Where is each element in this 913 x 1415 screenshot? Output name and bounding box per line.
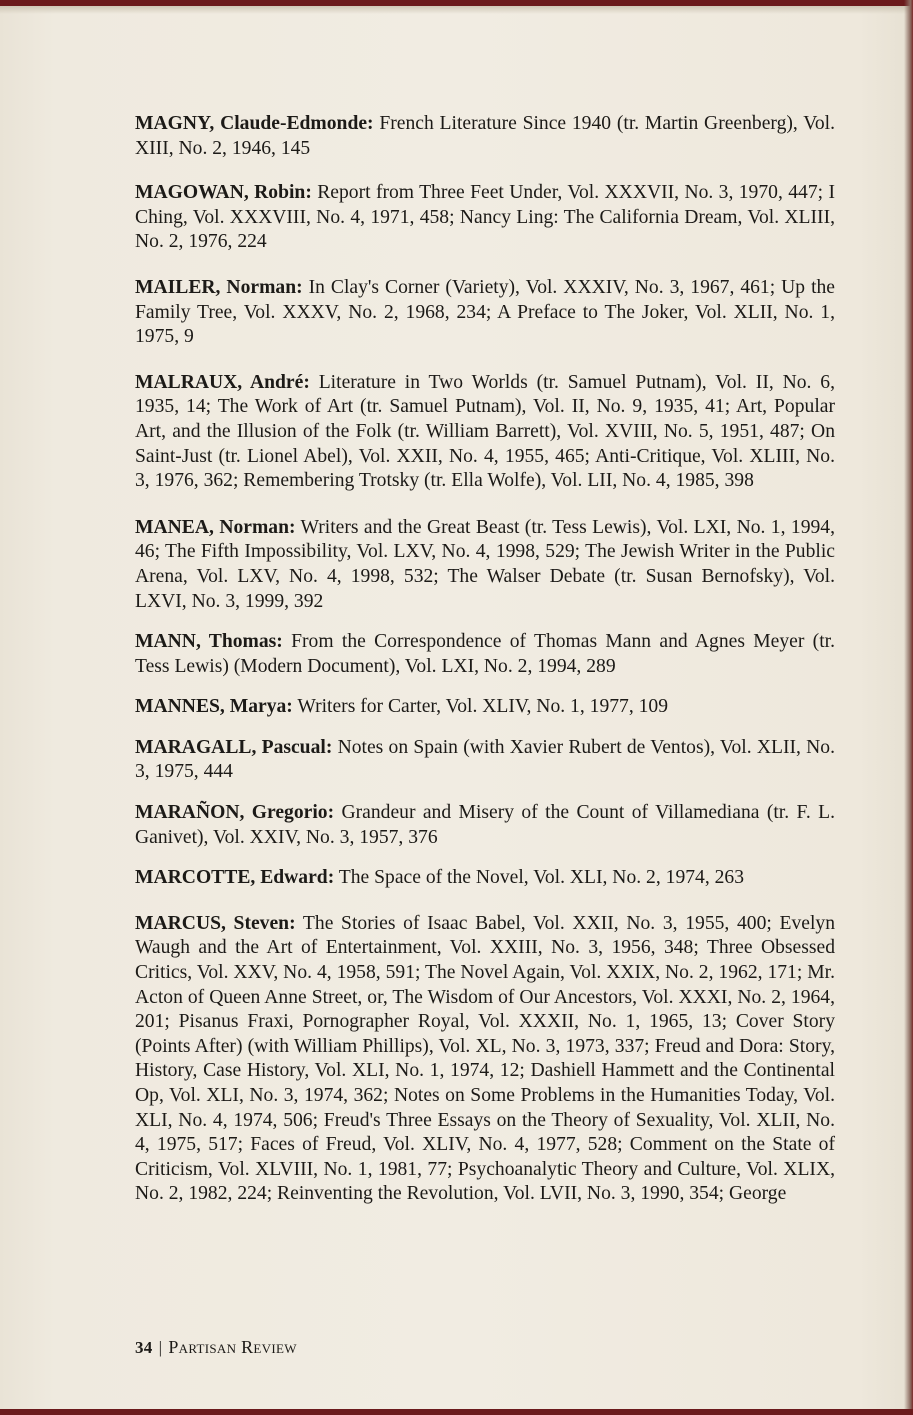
index-entry: [135, 516, 835, 614]
entry-text: In Clay's Corner (Variety), Vol. XXXIV, No. 3, 1967, 461; Up the Family Tree, Vol. XXXV, No. 2, 1968, 234; A Preface to The Joker, Vol. XLII, No. 1, 1975, 9: [135, 276, 836, 348]
index-entry: [135, 695, 835, 720]
entry-text: Writers and the Great Beast (tr. Tess Lewis), Vol. LXI, No. 1, 1994, 46; The Fifth Impossibility, Vol. LXV, No. 4, 1998, 529; The Jewish Writer in the Public Arena, Vol. LXV, No. 4, 1998, 532; The Walser Debate (tr. Susan Bernofsky), Vol. LXVI, No. 3, 1999, 392: [135, 516, 835, 612]
page-number: 34: [135, 1338, 153, 1357]
index-entries: [135, 112, 835, 1207]
entry-text: Writers for Carter, Vol. XLIV, No. 1, 1977, 109: [292, 696, 669, 718]
author-name: MAGNY, Claude-Edmonde:: [135, 113, 374, 134]
entry-text: The Stories of Isaac Babel, Vol. XXII, No. 3, 1955, 400; Evelyn Waugh and the Art of Entertainment, Vol. XXIII, No. 3, 1956, 348; Three Obsessed Critics, Vol. XXV, No. 4, 1958, 591; The Novel Again, Vol. XXIX, No. 2, 1962, 171; Mr. Acton of Queen Anne Street, or, The Wisdom of Our Ancestors, Vol. XXXI, No. 2, 1964, 201; Pisanus Fraxi, Pornographer Royal, Vol. XXXII, No. 1, 1965, 13; Cover Story (Points After) (with William Phillips), Vol. XL, No. 3, 1973, 337; Freud and Dora: Story, History, Case History, Vol. XLI, No. 1, 1974, 12; Dashiell Hammett and the Continental Op, Vol. XLI, No. 3, 1974, 362; Notes on Some Problems in the Humanities Today, Vol. XLI, No. 4, 1974, 506; Freud's Three Essays on the Theory of Sexuality, Vol. XLII, No. 4, 1975, 517; Faces of Freud, Vol. XLIV, No. 4, 1977, 528; Comment on the State of Criticism, Vol. XLVIII, No. 1, 1981, 77; Psychoanalytic Theory and Culture, Vol. XLIX, No. 2, 1982, 224; Reinventing the Revolution, Vol. LVII, No. 3, 1990, 354; George: [135, 912, 835, 1205]
index-entry: [135, 866, 835, 891]
footer-separator: |: [158, 1338, 163, 1357]
author-name: MANEA, Norman:: [135, 516, 296, 538]
journal-title: Partisan Review: [168, 1337, 297, 1357]
index-entry: [135, 112, 835, 161]
entry-text: From the Correspondence of Thomas Mann and Agnes Meyer (tr. Tess Lewis) (Modern Document), Vol. LXI, No. 2, 1994, 289: [135, 631, 835, 677]
entry-text: French Literature Since 1940 (tr. Martin Greenberg), Vol. XIII, No. 2, 1946, 145: [135, 113, 835, 159]
author-name: MARCOTTE, Edward:: [135, 867, 335, 889]
page-bottom-edge: [0, 1409, 913, 1415]
author-name: MANNES, Marya:: [135, 696, 293, 718]
entry-text: The Space of the Novel, Vol. XLI, No. 2, 1974, 263: [334, 867, 745, 889]
entry-text: Grandeur and Misery of the Count of Villamediana (tr. F. L. Ganivet), Vol. XXIV, No. 3, 1957, 376: [135, 802, 835, 848]
author-name: MARAÑON, Gregorio:: [135, 802, 335, 824]
author-name: MANN, Thomas:: [135, 631, 283, 653]
index-entry: [135, 371, 835, 494]
entry-text: Report from Three Feet Under, Vol. XXXVII, No. 3, 1970, 447; I Ching, Vol. XXXVIII, No. 4, 1971, 458; Nancy Ling: The California Dream, Vol. XLIII, No. 2, 1976, 224: [135, 182, 835, 253]
entry-text: Literature in Two Worlds (tr. Samuel Putnam), Vol. II, No. 6, 1935, 14; The Work of Art (tr. Samuel Putnam), Vol. II, No. 9, 1935, 41; Art, Popular Art, and the Illusion of the Folk (tr. William Barrett), Vol. XVIII, No. 5, 1951, 487; On Saint-Just (tr. Lionel Abel), Vol. XXII, No. 4, 1955, 465; Anti-Critique, Vol. XLIII, No. 3, 1976, 362; Remembering Trotsky (tr. Ella Wolfe), Vol. LII, No. 4, 1985, 398: [135, 371, 836, 492]
index-entry: [135, 736, 835, 785]
author-name: MARCUS, Steven:: [135, 912, 296, 934]
author-name: MALRAUX, André:: [135, 371, 310, 393]
index-entry: [135, 912, 835, 1207]
page-footer: [135, 1337, 297, 1358]
index-entry: [135, 181, 835, 255]
page-right-edge: [904, 0, 913, 1415]
index-entry: [135, 630, 835, 679]
page-top-shadow: [0, 6, 913, 14]
author-name: MAGOWAN, Robin:: [135, 182, 312, 204]
index-entry: [135, 801, 835, 850]
entry-text: Notes on Spain (with Xavier Rubert de Ventos), Vol. XLII, No. 3, 1975, 444: [135, 736, 835, 783]
author-name: MARAGALL, Pascual:: [135, 736, 333, 758]
author-name: MAILER, Norman:: [135, 276, 303, 298]
index-entry: [135, 276, 835, 350]
